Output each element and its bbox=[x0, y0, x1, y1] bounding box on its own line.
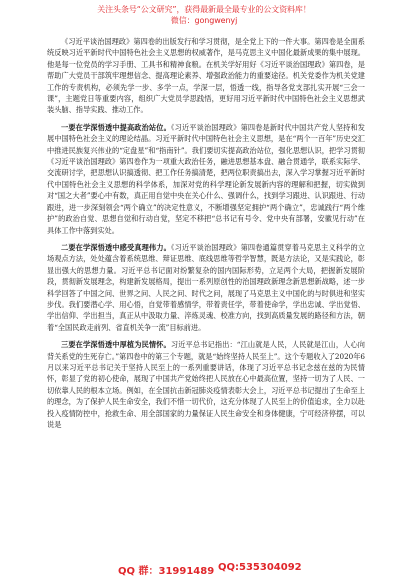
section-1-heading: 一要在学深悟透中提高政治站位。 bbox=[61, 122, 171, 132]
section-3-body: 习近平总书记指出：“江山就是人民，人民就是江山，人心向背关系党的生死存亡。”第四卷中的第三个专题，就是“始终坚持人民至上”。这个专题收入了2020年6月以来习近平总书记关于坚持人民至上的一系列重要讲话，体现了习近平总书记念兹在兹的为民情怀，彰显了党的初心使命，展现了中国共产党始终把人民放在心中最高位置，坚持一切为了人民、一切依靠人民的根本立场。例如，在全国抗击新冠肺炎疫情表彰大会上，习近平总书记提出了生命至上的理念，为了保护人民生命安全，我们不惜一切代价，这充分体现了人民至上的价值追求，全力以赴投入疫情防控中，抢救生命、用全部国家的力量保证人民生命安全和身体健康，宁可经济停摆，可以说是 bbox=[47, 340, 365, 429]
qq-group-text: QQ 群：31991489 bbox=[118, 566, 215, 577]
section-1-body: 《习近平谈治国理政》第四卷是新时代中国共产党人坚持和发展中国特色社会主义的理论结晶。习近平新时代中国特色社会主义思想，是在“两个一百年”历史交汇中推进民族复兴伟业的“定盘星”和“指南针”。我们要切实提高政治站位，强化思想认识，把学习贯彻《习近平谈治国理政》第四卷作为一项重大政治任务，融进思想基本盘、融合贯通学，联系实际学、交流研讨学，把思想认识搞透彻、把工作任务搞清楚，把两位职责搞出去，深入学习掌握习近平新时代中国特色社会主义思想的科学体系，加深对党的科学理论新发展新内容的理解和把握，切实做到对“国之大者”要心中有数，真正用自觉中央在关心什么、强调什么，找到学习跟进、认识跟进、行动跟进，进一步深刻领会“两个确立”的决定性意义，不断增强坚定拥护“两个确立”，忠诚践行“两个维护”的政治自觉、思想自觉和行动自觉，坚定不移把“总书记有号令、党中央有部署，安徽见行动”在具体工作中落到实处。 bbox=[47, 122, 365, 235]
header-banner bbox=[0, 0, 408, 30]
qq-contact-text: QQ:535304092 bbox=[218, 562, 302, 573]
section-1 bbox=[47, 122, 365, 236]
banner-promo-text: 关注头条号“公文研究”，获得最新最全最专业的公文资料库！ bbox=[97, 5, 311, 14]
section-2 bbox=[47, 242, 365, 333]
intro-paragraph: 《习近平谈治国理政》第四卷的出版发行和学习贯彻，是全党上下的一件大事。第四卷是全面系统反映习近平新时代中国特色社会主义思想的权威著作，是马克思主义中国化最新成果的集中展现。他是每一位党员的学习手册、工具书和精神食粮。在机关学好用好《习近平谈治国理政》第四卷，是帮助广大党员干部筑牢理想信念、提高理论素养、增强政治能力的重要途径。机关党委作为机关党建工作的专责机构，必须先学一步、多学一点，学深一层，悟透一线，指导各党支部扎实开展“三会一课”，主题党日等重要内容，组织广大党员学思践悟，更好用习近平新时代中国特色社会主义思想武装头脑、指导实践、推动工作。 bbox=[47, 37, 365, 115]
banner-wechat-text: 微信：gongwenyj bbox=[170, 16, 238, 25]
document-body bbox=[47, 36, 365, 430]
section-3-heading: 三要在学深悟透中厚植为民情怀。 bbox=[61, 340, 171, 350]
section-2-heading: 二要在学深悟透中感受真理伟力。 bbox=[61, 242, 171, 252]
section-3 bbox=[47, 339, 365, 430]
footer-contact bbox=[0, 560, 408, 578]
section-2-body: 《习近平谈治国理政》第四卷通篇贯穿着马克思主义科学的立场观点方法，处处蕴含着系统思维、辩证思维、底线思维等哲学智慧，既是方法论，又是实践论，彰显出强大的思想力量。习近平总书记面对纷繁复杂的国内国际形势，立足两个大局，把握新发展阶段，贯彻新发展理念，构建新发展格局，提出一系列原创性的治国理政新理念新思想新战略，述一步科学回答了中国之问、世界之问、人民之问、时代之问，展现了马克思主义中国化的与时俱进和坚实步伐。我们要潜心学、用心悟，自觉带着感情学，带着责任学，带着使命学，学出忠诚、学出觉悟、学出信仰、学出担当，真正从中汲取力量、淬炼灵魂、校准方向，找到高质量发展的路径和方法，朝着“全国民政走前列、省直机关争一流”目标前进。 bbox=[47, 242, 365, 332]
